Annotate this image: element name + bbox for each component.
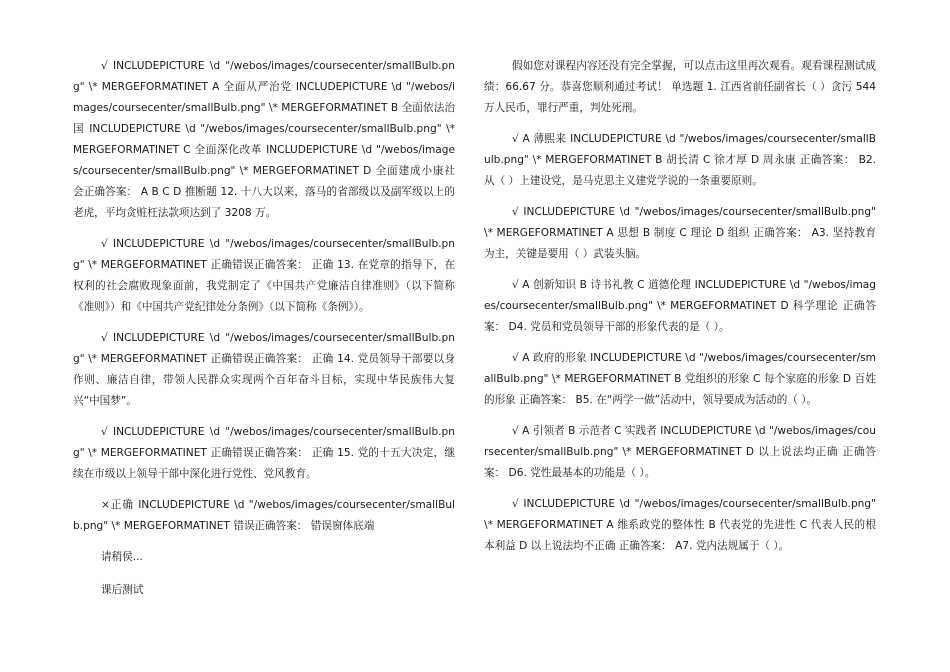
- left-paragraph-3: √ INCLUDEPICTURE \d "/webos/images/coursecenter/smallBulb.png" \* MERGEFORMATINET 正确错误正确答案： 正确 14. 党员领导干部要以身作则、廉洁自律，带领人民群众实现两个百年奋斗目标，实现中华民族伟大复兴“中国梦”。: [73, 332, 455, 407]
- right-paragraph-4: √ A 创新知识 B 诗书礼教 C 道德伦理 INCLUDEPICTURE \d "/webos/images/coursecenter/smallBulb.png" \* MERGEFORMATINET D 科学理论 正确答案： D4. 党员和党员领导干部的形象代表的是（ ）。: [484, 279, 876, 333]
- right-paragraph-1: 假如您对课程内容还没有完全掌握，可以点击这里再次观看。观看课程测试成绩：66.67 分。恭喜您顺利通过考试！ 单选题 1. 江西省前任副省长（ ）贪污 544 万人民币，罪行严重，判处死刑。: [484, 60, 876, 114]
- right-paragraph-7: √ INCLUDEPICTURE \d "/webos/images/coursecenter/smallBulb.png" \* MERGEFORMATINET A 维系政党的整体性 B 代表党的先进性 C 代表人民的根本利益 D 以上说法均不正确 正确答案： A7. 党内法规属于（ ）。: [484, 498, 876, 552]
- left-paragraph-1: √ INCLUDEPICTURE \d "/webos/images/coursecenter/smallBulb.png" \* MERGEFORMATINET A 全面从严治党 INCLUDEPICTURE \d "/webos/images/coursecenter/smallBulb.png" \* MERGEFORMATINET B 全面依法治国 INCLUDEPICTURE \d "/webos/images/coursecenter/smallBulb.png" \* MERGEFORMATINET C 全面深化改革 INCLUDEPICTURE \d "/webos/images/coursecenter/smallBulb.png" \* MERGEFORMATINET D 全面建成小康社会正确答案： A B C D 推断题 12. 十八大以来，落马的省部级以及副军级以上的老虎，平均贪赃枉法款项达到了 3208 万。: [73, 60, 455, 219]
- left-paragraph-2: √ INCLUDEPICTURE \d "/webos/images/coursecenter/smallBulb.png" \* MERGEFORMATINET 正确错误正确答案： 正确 13. 在党章的指导下，在权利的社会腐败现象面前，我党制定了《中国共产党廉洁自律准则》（以下简称《准则》）和《中国共产党纪律处分条例》（以下简称《条例》）。: [73, 238, 455, 313]
- left-paragraph-5: ×正确 INCLUDEPICTURE \d "/webos/images/coursecenter/smallBulb.png" \* MERGEFORMATINET 错误正确答案： 错误窗体底端: [73, 499, 455, 532]
- right-paragraph-6: √ A 引领者 B 示范者 C 实践者 INCLUDEPICTURE \d "/webos/images/coursecenter/smallBulb.png" \* MERGEFORMATINET D 以上说法均正确 正确答案： D6. 党性最基本的功能是（ ）。: [484, 425, 876, 479]
- right-column: [484, 56, 876, 567]
- right-paragraph-2: √ A 薄熙来 INCLUDEPICTURE \d "/webos/images/coursecenter/smallBulb.png" \* MERGEFORMATINET B 胡长清 C 徐才厚 D 周永康 正确答案： B2. 从（ ）上建设党，是马克思主义建党学说的一条重要原则。: [484, 133, 876, 187]
- left-paragraph-4: √ INCLUDEPICTURE \d "/webos/images/coursecenter/smallBulb.png" \* MERGEFORMATINET 正确错误正确答案： 正确 15. 党的十五大决定，继续在市级以上领导干部中深化进行党性、党风教育。: [73, 426, 455, 480]
- loading-text: 请稍侯...: [101, 551, 143, 563]
- right-paragraph-3: √ INCLUDEPICTURE \d "/webos/images/coursecenter/smallBulb.png" \* MERGEFORMATINET A 思想 B 制度 C 理论 D 组织 正确答案： A3. 坚持教育为主，关键是要用（ ）武装头脑。: [484, 206, 876, 260]
- right-paragraph-5: √ A 政府的形象 INCLUDEPICTURE \d "/webos/images/coursecenter/smallBulb.png" \* MERGEFORMATINET B 党组织的形象 C 每个家庭的形象 D 百姓的形象 正确答案： B5. 在“两学一做”活动中，领导要成为活动的（ ）。: [484, 352, 876, 406]
- after-class-test-heading: 课后测试: [101, 584, 144, 596]
- left-column: [73, 56, 455, 613]
